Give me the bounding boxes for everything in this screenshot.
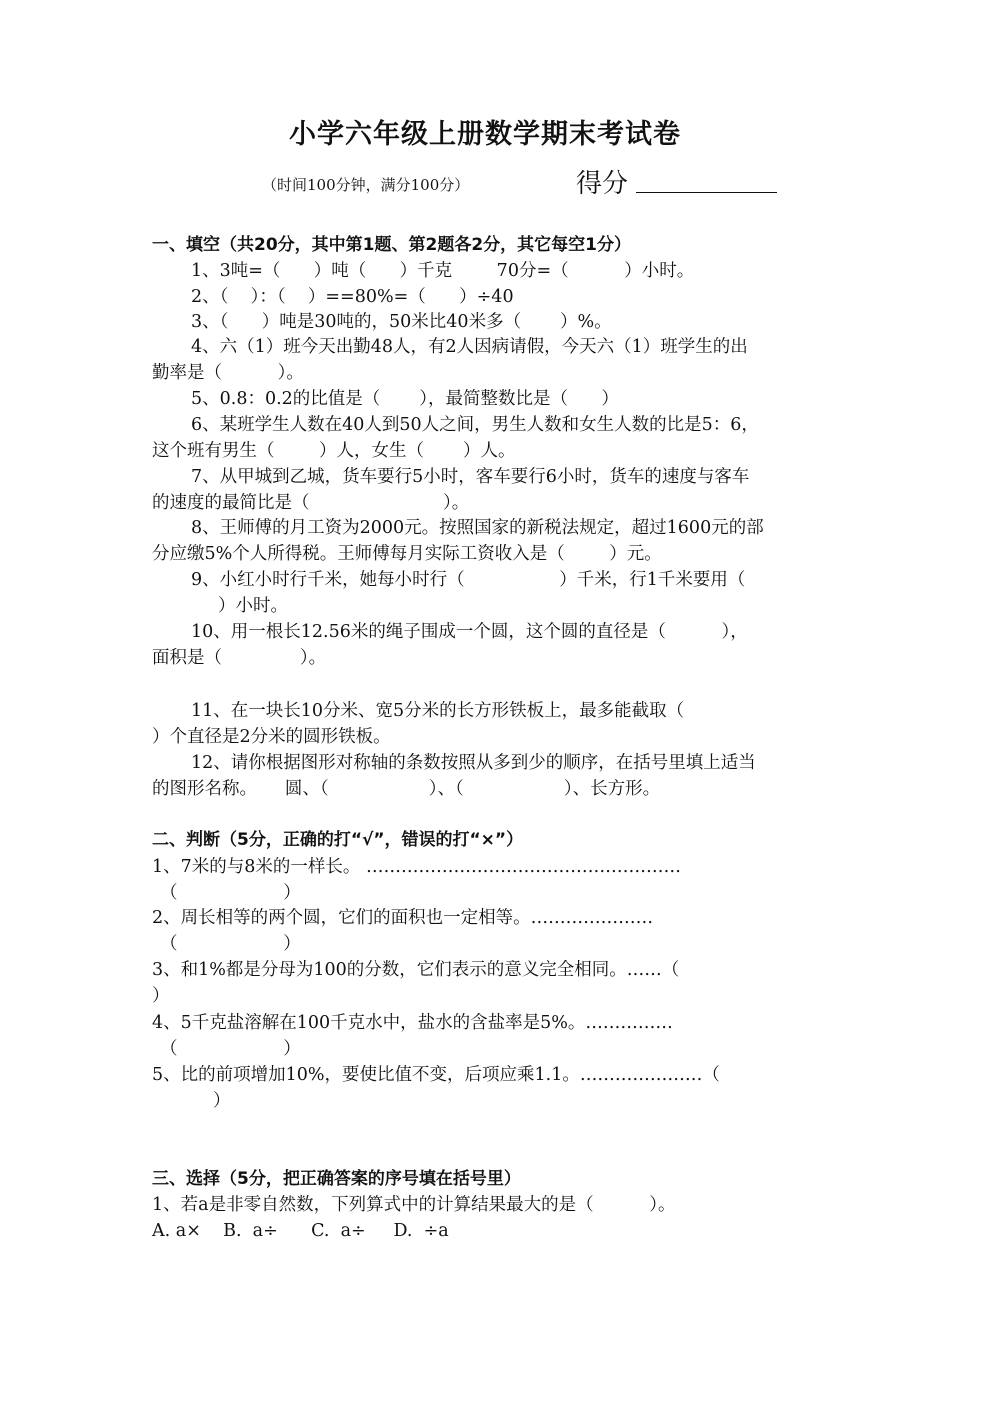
exam-info: （时间100分钟，满分100分） (262, 176, 470, 194)
question-line: 1、3吨=（ ）吨（ ）千克 70分=（ ）小时。 (191, 261, 695, 281)
choice-options: A. a× B. a÷ C. a÷ D. ÷a (152, 1221, 449, 1241)
question-line: 2、周长相等的两个圆，它们的面积也一定相等。………………… (152, 908, 654, 928)
question-line: 的图形名称。 圆、（ ）、（ ）、长方形。 (152, 779, 661, 799)
answer-bracket: ） (152, 986, 170, 1006)
question-line: 3、（ ）吨是30吨的，50米比40米多（ ）%。 (191, 312, 612, 332)
answer-bracket: （ ） (160, 883, 301, 903)
question-line: 6、某班学生人数在40人到50人之间，男生人数和女生人数的比是5：6， (191, 415, 759, 435)
question-line: 勤率是（ ）。 (152, 363, 304, 383)
question-line: 7、从甲城到乙城，货车要行5小时，客车要行6小时，货车的速度与客车 (191, 467, 750, 487)
answer-bracket: ） (213, 1091, 231, 1111)
question-line: 9、小红小时行千米，她每小时行（ ）千米，行1千米要用（ (191, 570, 746, 590)
question-line: 5、0.8：0.2的比值是（ ），最简整数比是（ ） (191, 389, 619, 409)
question-line: 的速度的最简比是（ ）。 (152, 493, 470, 513)
question-line: 11、在一块长10分米、宽5分米的长方形铁板上，最多能截取（ (191, 701, 685, 721)
answer-bracket: （ ） (160, 1039, 301, 1059)
section3-heading: 三、选择（5分，把正确答案的序号填在括号里） (152, 1169, 521, 1189)
question-line: 面积是（ ）。 (152, 648, 327, 668)
page-title: 小学六年级上册数学期末考试卷 (289, 119, 681, 150)
score-blank (636, 192, 777, 193)
question-line: 4、5千克盐溶解在100千克水中，盐水的含盐率是5%。…………… (152, 1013, 673, 1033)
section1-heading: 一、填空（共20分，其中第1题、第2题各2分，其它每空1分） (152, 235, 631, 255)
question-line: 5、比的前项增加10%，要使比值不变，后项应乘1.1。…………………（ (152, 1065, 720, 1085)
section2-heading: 二、判断（5分，正确的打“√”，错误的打“×”） (152, 830, 524, 850)
question-line: 2、（ ）：（ ）==80%=（ ）÷40 (191, 287, 514, 307)
question-line: 12、请你根据图形对称轴的条数按照从多到少的顺序，在括号里填上适当 (191, 753, 756, 773)
question-line: 1、若a是非零自然数，下列算式中的计算结果最大的是（ ）。 (152, 1195, 676, 1215)
question-line: 4、六（1）班今天出勤48人，有2人因病请假，今天六（1）班学生的出 (191, 337, 748, 357)
question-line: 分应缴5%个人所得税。王师傅每月实际工资收入是（ ）元。 (152, 544, 662, 564)
question-line: 10、用一根长12.56米的绳子围成一个圆，这个圆的直径是（ ）， (191, 622, 748, 642)
answer-bracket: （ ） (160, 934, 301, 954)
question-line: 3、和1%都是分母为100的分数，它们表示的意义完全相同。……（ (152, 960, 680, 980)
question-line: ）个直径是2分米的圆形铁板。 (152, 727, 391, 747)
question-line: 1、7米的与8米的一样长。 ……………………………………………… (152, 857, 681, 877)
score-label: 得分 (576, 169, 629, 199)
question-line: 8、王师傅的月工资为2000元。按照国家的新税法规定，超过1600元的部 (191, 518, 764, 538)
question-line: ）小时。 (218, 596, 288, 616)
question-line: 这个班有男生（ ）人，女生（ ）人。 (152, 441, 516, 461)
